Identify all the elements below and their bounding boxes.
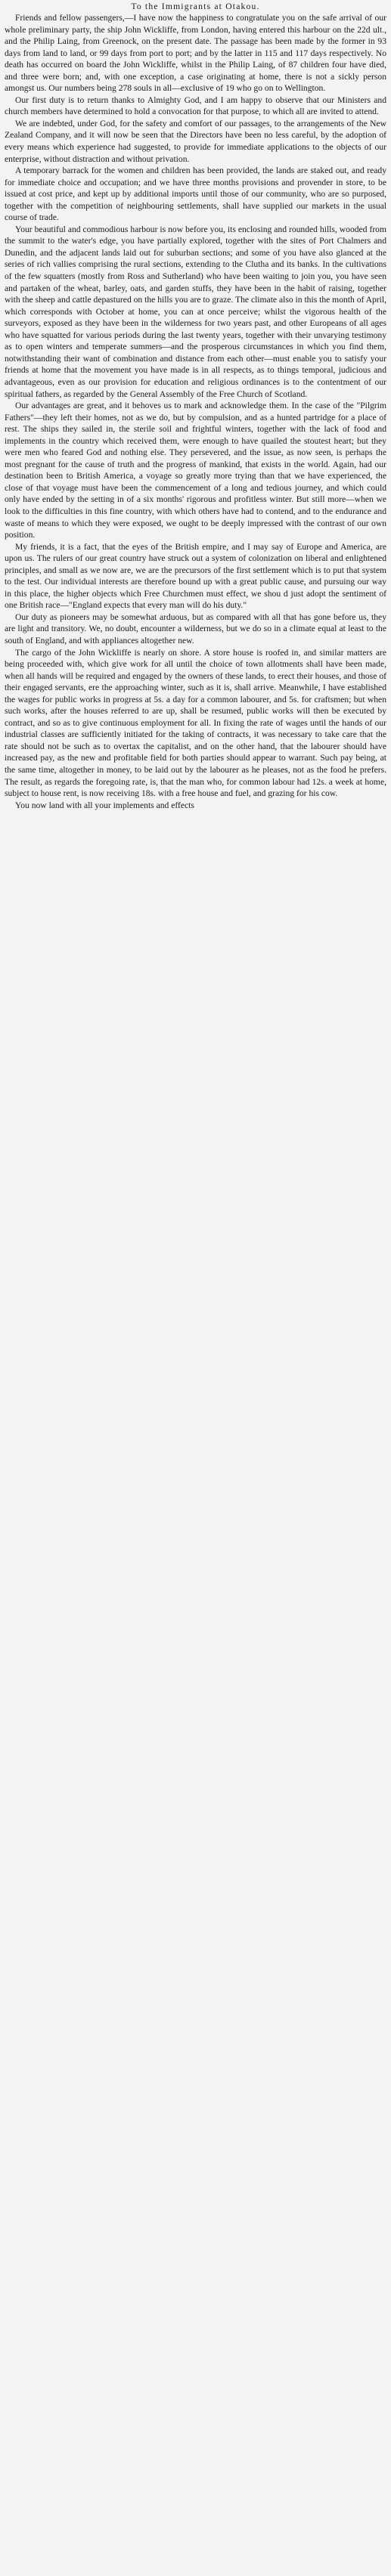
paragraph: A temporary barrack for the women and children has been provided, the lands are staked out, and ready for immediate choice and occupation; and we have three months provisions and provender in store, to be issued at cost price, and kept up by additional imports until those of our community, who are so purposed, together with the competition of neighbouring settlements, shall have supplied our markets in the usual course of trade.	[5, 166, 386, 223]
paragraph: Our first duty is to return thanks to Almighty God, and I am happy to observe that our Ministers and church members have determined to hold a convocation for that purpose, to which all are invited to attend.	[5, 94, 386, 117]
paragraph: Friends and fellow passengers,—I have now the happiness to congratulate you on the safe arrival of our whole preliminary party, the ship John Wickliffe, from London, having entered this harbour on the 22d ult., and the Philip Laing, from Greenock, on the present date. The passage has been made by the former in 93 days from land to land, or 99 days from port to port; and by the latter in 115 and 117 days respectively. No death has occurred on board the John Wickliffe, whilst in the Philip Laing, of 87 children four have died, and three were born; and, with one exception, a case originating at home, there is not a sickly person amongst us. Our numbers being 278 souls in all—exclusive of 19 who go on to Wellington.	[5, 13, 386, 94]
paragraph: Your beautiful and commodious harbour is now before you, its enclosing and rounded hills, wooded from the summit to the water's edge, you have partially explored, together with the sites of Port Chalmers and Dunedin, and the adjacent lands laid out for suburban sections; and some of you have also glanced at the series of rich vallies comprising the rural sections, extending to the Clutha and its banks. In the cultivations of the few squatters (mostly from Ross and Sutherland) who have been waiting to join you, you have seen and partaken of the wheat, barley, oats, and garden stuffs, they have been in the habit of raising, together with the sheep and cattle depastured on the hills you are to graze. The climate also in this the month of April, which corresponds with October at home, you can at once perceive; whilst the vigorous health of the surveyors, exposed as they have been in the wilderness for two years past, and other Europeans of all ages who have squatted for various periods during the last twenty years, together with their unvarying testimony as to open winters and temperate summers—and the prosperous circumstances in which you find them, notwithstanding their want of combination and distance from each other—must enable you to satisfy your friends at home that the movement you have made is in all respects, as to things temporal, judicious and advantageous, even as our provision for education and religious ordinances is to the contentment of our spiritual fathers, as regarded by the General Assembly of the Free Church of Scotland.	[5, 224, 386, 399]
paragraph: Our advantages are great, and it behoves us to mark and acknowledge them. In the case of the "Pilgrim Fathers"—they left their homes, not as we do, but by compulsion, and as a hunted partridge for a place of rest. The ships they sailed in, the sterile soil and frightful winters, together with the lack of food and implements in the country which received them, were enough to have quailed the stoutest heart; but they were men who feared God and nothing else. They persevered, and the issue, as now seen, is perhaps the most pregnant for the cause of truth and the progress of mankind, that exists in the world. Again, had our destination been to British America, a voyage so greatly more trying than that we have experienced, the close of that voyage must have been the commencement of a long and tedious journey, and which could only have ended by the setting in of a six months' rigorous and profitless winter. But still more—when we look to the difficulties in this fine country, with which others have had to contend, and to the endurance and waste of means to which they were exposed, we ought to be deeply impressed with the contrast of our own position.	[5, 401, 386, 540]
paragraph: You now land with all your implements and effects	[15, 800, 194, 810]
article-title: To the Immigrants at Otakou.	[131, 2, 260, 11]
article-body	[5, 12, 386, 811]
paragraph: Our duty as pioneers may be somewhat arduous, but as compared with all that has gone before us, they are light and transitory. We, no doubt, encounter a wilderness, but we do so in a climate equal at least to the south of England, and with appliances altogether new.	[5, 611, 386, 646]
paragraph: The cargo of the John Wickliffe is nearly on shore. A store house is roofed in, and similar matters are being proceeded with, which give work for all until the choice of town allotments shall have been made, when all hands will be required and engaged by the owners of these lands, to erect their houses, and those of their engaged servants, ere the approaching winter, such as it is, shall arrive. Meanwhile, I have established the wages for public works in progress at 5s. a day for a common labourer, and 5s. for craftsmen; but when such works, after the houses referred to are up, shall be resumed, public works will then be executed by contract, and so as to give continuous employment for all. In fixing the rate of wages until the hands of our industrial classes are sufficiently initiated for the taking of contracts, it was necessary to take care that the rate should not be such as to overtax the capitalist, and on the other hand, that the labourer should have increased pay, as the new and profitable field for both parties should appear to warrant. Such pay being, at the same time, altogether in money, to be laid out by the labourer as he pleases, not as the food he prefers. The result, as regards the foregoing rate, is, that the man who, for common labour had 12s. a week at home, subject to house rent, is now receiving 18s. with a free house and fuel, and grazing for his cow.	[5, 647, 386, 799]
paragraph: My friends, it is a fact, that the eyes of the British empire, and I may say of Europe and America, are upon us. The rulers of our great country have struck out a system of colonization on liberal and enlightened principles, and small as we now are, we are the precursors of the first settlement which is to put that system to the test. Our individual interests are therefore bound up with a great public cause, and pursuing our way in this place, the higher objects which Free Churchmen must effect, we shou d just adopt the sentiment of one British race—"England expects that every man will do his duty."	[5, 541, 386, 611]
paragraph: We are indebted, under God, for the safety and comfort of our passages, to the arrangements of the New Zealand Company, and it will now be seen that the Directors have been no less careful, by the adoption of every means which experience had suggested, to provide for immediate applications to the objects of our enterprise, without distraction and without privation.	[5, 118, 386, 164]
